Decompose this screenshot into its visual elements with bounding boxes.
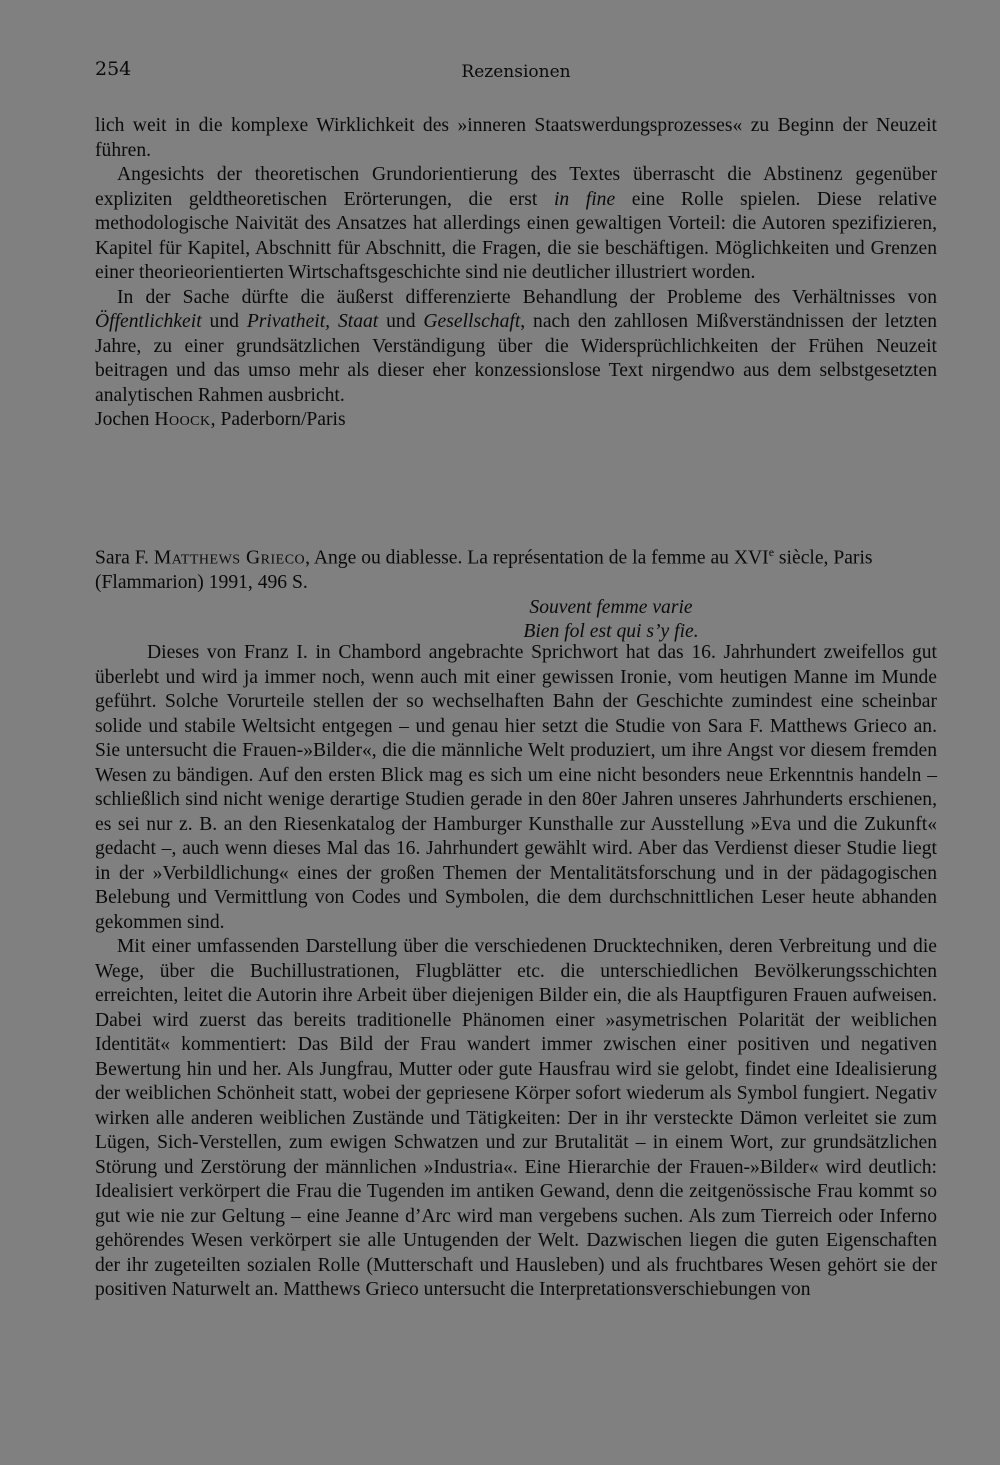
epigraph-line-1: Souvent femme varie: [529, 596, 693, 618]
emphasis: Privatheit, Staat: [246, 311, 379, 332]
emphasis: Gesellschaft: [423, 311, 521, 332]
review-1-paragraph-1: lich weit in die komplexe Wirklichkeit des »inneren Staatswerdungsprozesses« zu Beginn der Neuzeit führen.: [95, 115, 937, 161]
reviewer-surname: Hoock: [154, 409, 211, 430]
running-title: Rezensionen: [461, 62, 571, 82]
review-2-paragraph-1: Dieses von Franz I. in Chambord angebrachte Sprichwort hat das 16. Jahrhundert zweifellos gut überlebt und wird ja immer noch, wenn auch mit einer gewissen Ironie, vom heutigen Manne im Munde geführt. Solche Vorurteile stellen der so wechselhaften Bahn der Geschichte zumindest eine scheinbar solide und stabile Weltsicht entgegen – und genau hier setzt die Studie von Sara F. Matthews Grieco an. Sie untersucht die Frauen-»Bilder«, die die männliche Welt produziert, um ihre Angst vor diesem fremden Wesen zu bändigen. Auf den ersten Blick mag es sich um eine nicht besonders neue Erkenntnis handeln – schließlich sind nicht wenige derartige Studien gerade in den 80er Jahren unseres Jahrhunderts erschienen, es sei nur z. B. an den Riesenkatalog der Hamburger Kunsthalle zur Ausstellung »Eva und die Zukunft« gedacht –, auch wenn dieses Mal das 16. Jahrhundert gewählt wird. Aber das Verdienst dieser Studie liegt in der »Verbildlichung« eines der großen Themen der Mentalitätsforschung und in der pädagogischen Belebung und Vermittlung von Codes und Symbolen, die dem durchschnittlichen Leser heute abhanden gekommen sind.: [95, 642, 937, 933]
emphasis: Öffentlichkeit: [95, 311, 202, 332]
book-author-surname: Matthews Grieco: [153, 547, 306, 569]
reviewer-signature: Jochen Hoock, Paderborn/Paris: [95, 409, 346, 430]
emphasis: in fine: [553, 188, 616, 210]
review-2-paragraph-2: Mit einer umfassenden Darstellung über die verschiedenen Drucktechniken, deren Verbreitung und die Wege, über die Buchillustrationen, Flugblätter etc. die unterschiedlichen Bevölkerungsschichten erreichten, leitet die Autorin ihre Arbeit über diejenigen Bilder ein, die als Hauptfiguren Frauen aufweisen. Dabei wird zuerst das bereits traditionelle Phänomen einer »asymetrischen Polarität der weiblichen Identität« kommentiert: Das Bild der Frau wandert immer zwischen einer positiven und negativen Bewertung hin und her. Als Jungfrau, Mutter oder gute Hausfrau wird sie gelobt, findet eine Idealisierung der weiblichen Schönheit statt, wobei der gepriesene Körper sofort wiederum als Symbol fungiert. Negativ wirken alle anderen weiblichen Zustände und Tätigkeiten: Der in ihr versteckte Dämon verleitet sie zum Lügen, Sich-Verstellen, zum ewigen Schwatzen und zur Brutalität – in einem Wort, zur grundsätzlichen Störung und Zerstörung der männlichen »Industria«. Eine Hierarchie der Frauen-»Bilder« wird deutlich: Idealisiert verkörpert die Frau die Tugenden im antiken Gewand, denn die zeitgenössische Frau kommt so gut wie nie zur Geltung – eine Jeanne d’Arc wird man vergebens suchen. Als zum Tierreich oder Inferno gehörendes Wesen verkörpert sie alle Untugenden der Welt. Dazwischen liegen die guten Eigenschaften der ihr zugeteilten sozialen Rolle (Mutterschaft und Hausleben) und als fruchtbares Wesen gehört sie der positiven Naturwelt an. Matthews Grieco untersucht die Interpretationsverschiebungen von: [95, 936, 937, 1300]
page-header: [95, 58, 937, 88]
review-2-body: [95, 641, 937, 1303]
review-2-citation: [95, 540, 937, 645]
review-1-paragraph-3: In der Sache dürfte die äußerst differenzierte Behandlung der Probleme des Verhältnisses von Öffentlichkeit und Privatheit, Staat und Gesellschaft, nach den zahllosen Mißverständnissen der letzten Jahre, zu einer grundsätzlichen Verständigung über die Widersprüchlichkeiten der Frühen Neuzeit beitragen und das umso mehr als dieser eher konzessionslose Text nirgendwo aus dem selbstgesetzten analytischen Rahmen ausbricht.: [95, 286, 938, 406]
review-1-paragraph-2: Angesichts der theoretischen Grundorientierung des Textes überrascht die Abstinenz gegenüber expliziten geldtheoretischen Erörterungen, die erst in fine eine Rolle spielen. Diese relative methodologische Naivität des Ansatzes hat allerdings einen gewaltigen Vorteil: die Autoren spezifizieren, Kapitel für Kapitel, Abschnitt für Abschnitt, die Fragen, die sie beschäftigen. Möglichkeiten und Grenzen einer theorieorientierten Wirtschaftsgeschichte sind nie deutlicher illustriert worden.: [95, 164, 937, 283]
page-number: 254: [95, 58, 132, 80]
review-1: [95, 114, 937, 433]
book-citation: Sara F. Matthews Grieco, Ange ou diablesse. La représentation de la femme au XVIe siècle, Paris (Flammarion) 1991, 496 S.: [95, 545, 873, 594]
epigraph-line-2: Bien fol est qui s’y fie.: [523, 621, 699, 643]
